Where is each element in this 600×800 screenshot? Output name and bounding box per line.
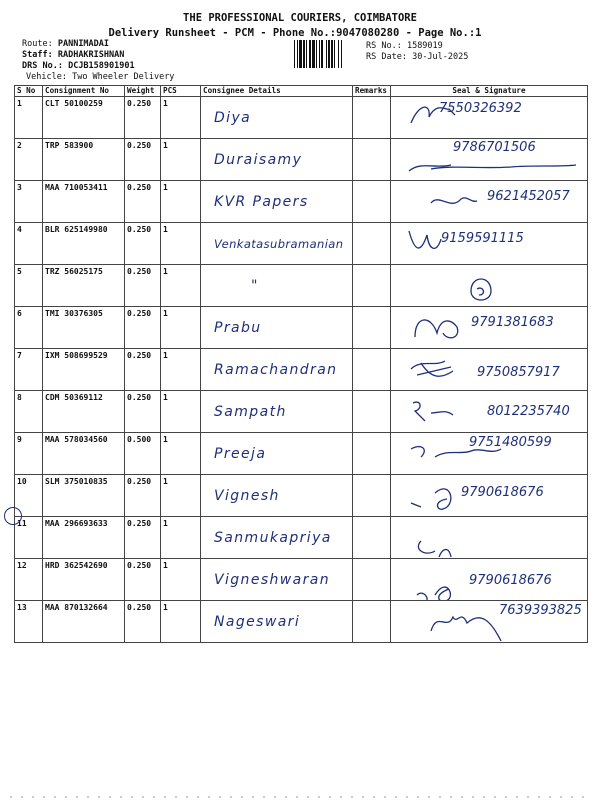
handwritten-phone-number: 7550326392 <box>439 101 522 116</box>
row-consignee-cell <box>201 97 353 139</box>
table-row <box>15 601 588 643</box>
row-consignee-cell <box>201 517 353 559</box>
row-serial-number: 8 <box>15 391 43 433</box>
handwritten-phone-number: 9621452057 <box>487 189 570 204</box>
row-weight: 0.250 <box>125 97 161 139</box>
handwritten-consignee-name: Sampath <box>214 404 287 420</box>
handwritten-circle-mark <box>4 507 22 525</box>
handwritten-phone-number: 9790618676 <box>461 485 544 500</box>
table-row <box>15 139 588 181</box>
row-remarks-cell <box>353 265 391 307</box>
col-consignee-header: Consignee Details <box>201 86 353 97</box>
staff-label: Staff: <box>22 50 53 60</box>
handwritten-phone-number: 9751480599 <box>469 435 552 450</box>
row-weight: 0.250 <box>125 517 161 559</box>
row-consignee-cell <box>201 433 353 475</box>
row-serial-number: 3 <box>15 181 43 223</box>
handwritten-consignee-name: Vignesh <box>214 488 280 504</box>
row-weight: 0.250 <box>125 307 161 349</box>
col-sno-header: S No <box>15 86 43 97</box>
row-consignee-cell <box>201 265 353 307</box>
row-consignee-cell <box>201 559 353 601</box>
scan-edge-marks <box>0 792 600 800</box>
table-row <box>15 349 588 391</box>
row-remarks-cell <box>353 433 391 475</box>
row-serial-number: 10 <box>15 475 43 517</box>
route-label: Route: <box>22 39 53 49</box>
row-remarks-cell <box>353 181 391 223</box>
row-signature-cell <box>391 223 588 265</box>
handwritten-phone-number: 9786701506 <box>453 140 536 155</box>
row-consignment-number: MAA 710053411 <box>43 181 125 223</box>
row-remarks-cell <box>353 307 391 349</box>
staff-line <box>22 50 124 60</box>
table-row <box>15 181 588 223</box>
row-signature-cell <box>391 307 588 349</box>
row-signature-cell <box>391 349 588 391</box>
row-pieces: 1 <box>161 139 201 181</box>
row-consignment-number: MAA 578034560 <box>43 433 125 475</box>
table-row <box>15 223 588 265</box>
drs-label: DRS No.: <box>22 61 63 71</box>
vehicle-label: Vehicle: <box>26 72 67 82</box>
handwritten-consignee-name: Prabu <box>214 320 262 336</box>
row-remarks-cell <box>353 391 391 433</box>
row-consignee-cell <box>201 139 353 181</box>
row-weight: 0.500 <box>125 433 161 475</box>
row-consignment-number: HRD 362542690 <box>43 559 125 601</box>
row-weight: 0.250 <box>125 265 161 307</box>
company-title: THE PROFESSIONAL COURIERS, COIMBATORE <box>183 12 417 24</box>
handwritten-phone-number: 9790618676 <box>469 573 552 588</box>
vehicle-line <box>26 72 174 82</box>
row-consignee-cell <box>201 223 353 265</box>
handwritten-phone-number: 8012235740 <box>487 404 570 419</box>
row-remarks-cell <box>353 139 391 181</box>
row-weight: 0.250 <box>125 559 161 601</box>
row-consignee-cell <box>201 307 353 349</box>
row-pieces: 1 <box>161 517 201 559</box>
rs-no-value: 1589019 <box>406 41 443 51</box>
handwritten-consignee-name: Sanmukapriya <box>214 530 332 546</box>
row-signature-cell <box>391 139 588 181</box>
col-pcs-header: PCS <box>161 86 201 97</box>
col-seal-header: Seal & Signature <box>391 86 588 97</box>
handwritten-consignee-name: Preeja <box>214 446 267 462</box>
row-consignee-cell <box>201 475 353 517</box>
row-consignee-cell <box>201 601 353 643</box>
row-consignment-number: TRZ 56025175 <box>43 265 125 307</box>
row-serial-number: 1 <box>15 97 43 139</box>
table-row <box>15 433 588 475</box>
row-serial-number: 13 <box>15 601 43 643</box>
vehicle-value: Two Wheeler Delivery <box>72 72 175 82</box>
rs-no-line <box>366 41 443 51</box>
row-pieces: 1 <box>161 181 201 223</box>
row-signature-cell <box>391 265 588 307</box>
row-signature-cell <box>391 475 588 517</box>
row-pieces: 1 <box>161 475 201 517</box>
handwritten-signature <box>391 517 588 559</box>
row-serial-number: 7 <box>15 349 43 391</box>
rs-date-line <box>366 52 468 62</box>
row-weight: 0.250 <box>125 139 161 181</box>
row-consignee-cell <box>201 349 353 391</box>
table-row <box>15 307 588 349</box>
handwritten-signature <box>391 265 588 307</box>
row-serial-number: 5 <box>15 265 43 307</box>
row-signature-cell <box>391 517 588 559</box>
row-remarks-cell <box>353 601 391 643</box>
row-signature-cell <box>391 433 588 475</box>
table-header-row <box>15 86 588 97</box>
handwritten-consignee-name: Ramachandran <box>214 362 338 378</box>
row-pieces: 1 <box>161 391 201 433</box>
row-pieces: 1 <box>161 307 201 349</box>
row-remarks-cell <box>353 223 391 265</box>
handwritten-consignee-name: Diya <box>214 110 252 126</box>
row-pieces: 1 <box>161 97 201 139</box>
row-consignment-number: MAA 296693633 <box>43 517 125 559</box>
row-consignee-cell <box>201 181 353 223</box>
runsheet-table <box>14 85 588 643</box>
rs-date-label: RS Date: <box>366 52 407 62</box>
row-pieces: 1 <box>161 559 201 601</box>
row-consignee-cell <box>201 391 353 433</box>
handwritten-consignee-name: KVR Papers <box>214 194 309 210</box>
table-row <box>15 475 588 517</box>
handwritten-consignee-name: " <box>251 278 259 294</box>
handwritten-phone-number: 9791381683 <box>471 315 554 330</box>
handwritten-consignee-name: Venkatasubramanian <box>214 237 344 251</box>
row-weight: 0.250 <box>125 223 161 265</box>
row-consignment-number: TMI 30376305 <box>43 307 125 349</box>
row-remarks-cell <box>353 559 391 601</box>
row-consignment-number: CDM 50369112 <box>43 391 125 433</box>
row-serial-number: 6 <box>15 307 43 349</box>
row-serial-number: 2 <box>15 139 43 181</box>
row-weight: 0.250 <box>125 601 161 643</box>
table-row <box>15 559 588 601</box>
handwritten-consignee-name: Vigneshwaran <box>214 572 331 588</box>
row-signature-cell <box>391 181 588 223</box>
row-pieces: 1 <box>161 349 201 391</box>
col-remarks-header: Remarks <box>353 86 391 97</box>
row-weight: 0.250 <box>125 349 161 391</box>
barcode-image <box>294 40 356 68</box>
row-consignment-number: BLR 625149980 <box>43 223 125 265</box>
row-serial-number: 9 <box>15 433 43 475</box>
handwritten-phone-number: 9750857917 <box>477 365 560 380</box>
handwritten-consignee-name: Nageswari <box>214 614 301 630</box>
drs-line <box>22 61 135 71</box>
row-remarks-cell <box>353 517 391 559</box>
row-serial-number: 12 <box>15 559 43 601</box>
route-value: PANNIMADAI <box>57 39 110 49</box>
row-consignment-number: MAA 870132664 <box>43 601 125 643</box>
row-consignment-number: SLM 375010835 <box>43 475 125 517</box>
rs-no-label: RS No.: <box>366 41 402 51</box>
row-weight: 0.250 <box>125 475 161 517</box>
table-row <box>15 97 588 139</box>
staff-value: RADHAKRISHNAN <box>57 50 125 60</box>
col-consignment-header: Consignment No <box>43 86 125 97</box>
table-row <box>15 265 588 307</box>
row-signature-cell <box>391 97 588 139</box>
row-pieces: 1 <box>161 265 201 307</box>
drs-value: DCJB158901901 <box>68 61 135 71</box>
row-pieces: 1 <box>161 601 201 643</box>
handwritten-consignee-name: Duraisamy <box>214 152 303 168</box>
row-signature-cell <box>391 391 588 433</box>
rs-date-value: 30-Jul-2025 <box>412 52 469 62</box>
row-pieces: 1 <box>161 433 201 475</box>
row-serial-number: 11 <box>15 517 43 559</box>
col-weight-header: Weight <box>125 86 161 97</box>
row-remarks-cell <box>353 349 391 391</box>
row-consignment-number: CLT 50100259 <box>43 97 125 139</box>
table-row <box>15 517 588 559</box>
row-consignment-number: IXM 508699529 <box>43 349 125 391</box>
row-remarks-cell <box>353 475 391 517</box>
runsheet-subtitle: Delivery Runsheet - PCM - Phone No.:9047080280 - Page No.:1 <box>108 27 482 39</box>
row-remarks-cell <box>353 97 391 139</box>
row-signature-cell <box>391 601 588 643</box>
row-weight: 0.250 <box>125 391 161 433</box>
row-weight: 0.250 <box>125 181 161 223</box>
row-pieces: 1 <box>161 223 201 265</box>
route-line <box>22 39 109 49</box>
table-row <box>15 391 588 433</box>
row-consignment-number: TRP 583900 <box>43 139 125 181</box>
row-signature-cell <box>391 559 588 601</box>
handwritten-phone-number: 7639393825 <box>499 603 582 618</box>
row-serial-number: 4 <box>15 223 43 265</box>
handwritten-phone-number: 9159591115 <box>441 231 524 246</box>
